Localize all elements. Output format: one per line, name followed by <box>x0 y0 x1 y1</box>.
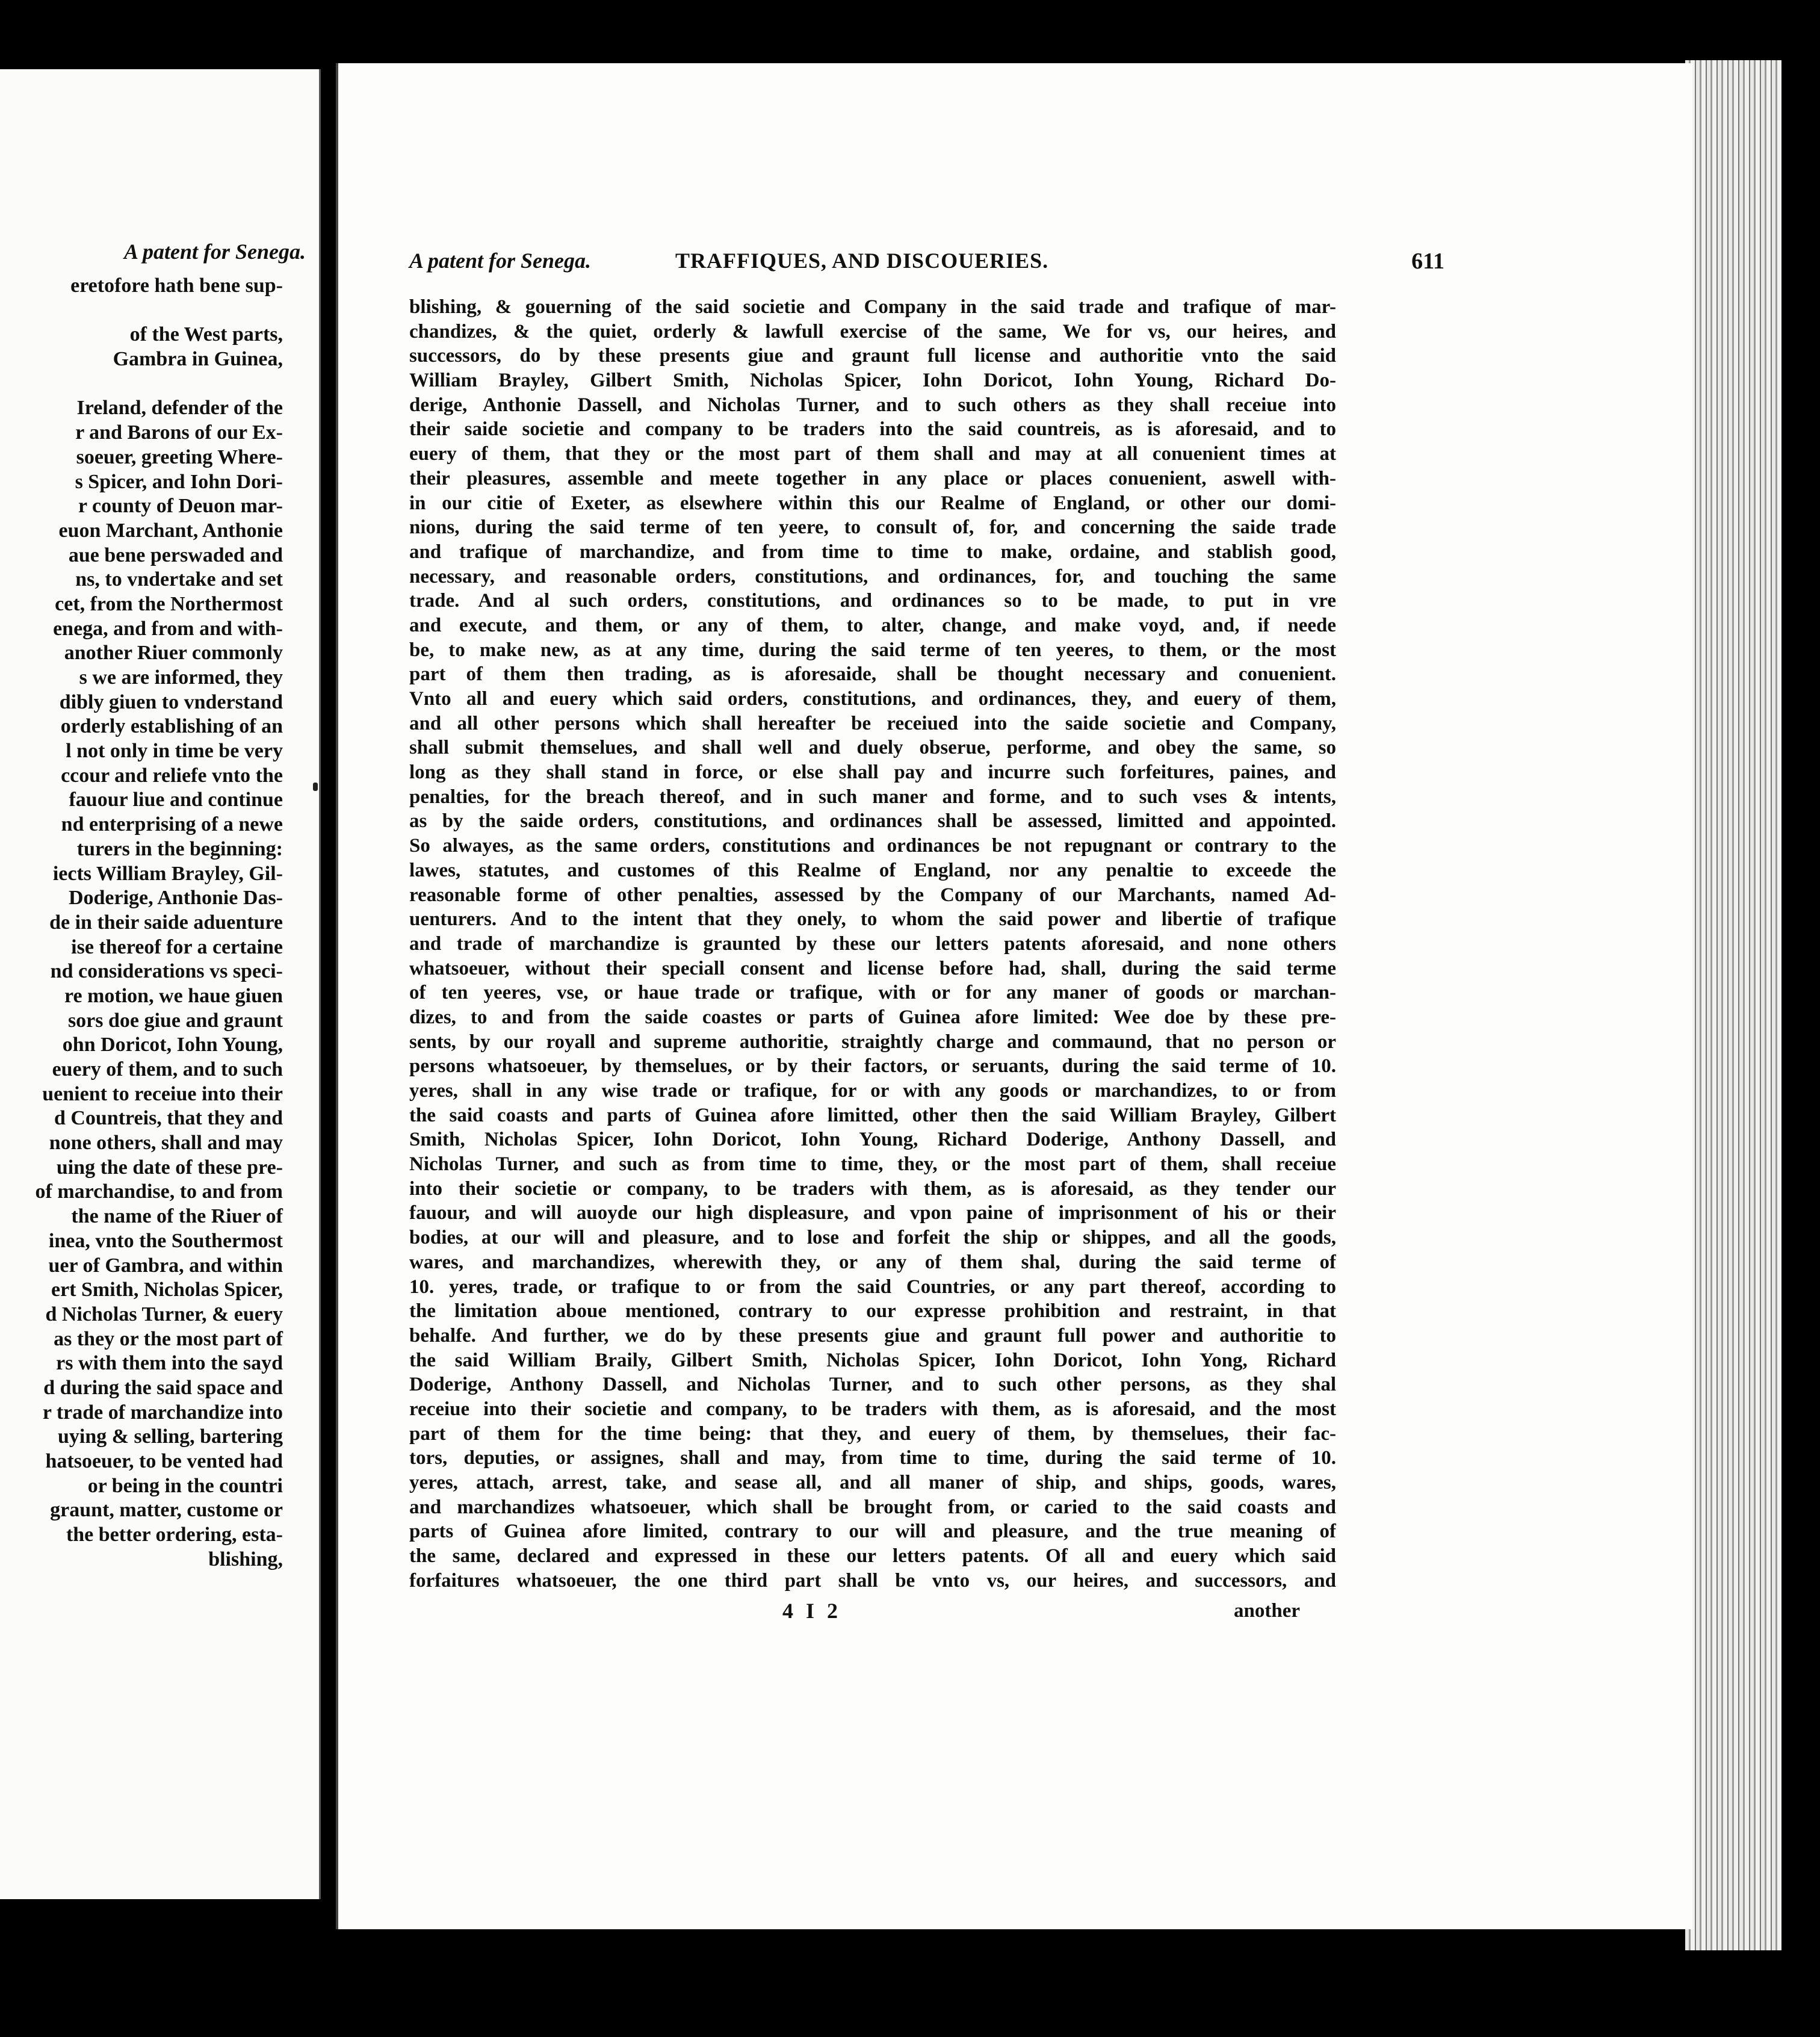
page-number: 611 <box>1411 249 1444 274</box>
left-text-line: d Nicholas Turner, & euery <box>45 1303 283 1325</box>
left-text-line: ccour and reliefe vnto the <box>61 764 283 787</box>
text-line: and execute, and them, or any of them, to alter, change, and make voyd, and, if neede <box>409 614 1336 636</box>
gutter-mark <box>313 783 318 791</box>
text-line: tors, deputies, or assignes, shall and may, from time to time, during the said terme of 10. <box>409 1447 1336 1469</box>
left-running-head: A patent for Senega. <box>123 240 306 264</box>
text-line: William Brayley, Gilbert Smith, Nicholas Spicer, Iohn Doricot, Iohn Young, Richard Do- <box>409 370 1336 392</box>
text-line: chandizes, & the quiet, orderly & lawfull exercise of the same, We for vs, our heires, and <box>409 320 1336 343</box>
left-text-line: the name of the Riuer of <box>71 1205 283 1228</box>
text-line: the said coasts and parts of Guinea afore limitted, other then the said William Brayley, Gilbert <box>409 1104 1336 1126</box>
left-text-line: s Spicer, and Iohn Dori- <box>75 470 283 493</box>
left-text-line: d Countreis, that they and <box>54 1107 283 1130</box>
left-text-line: r trade of marchandize into <box>42 1401 283 1424</box>
left-text-line: cet, from the Northermost <box>55 592 283 615</box>
text-line: uenturers. And to the intent that they onely, to whom the said power and libertie of trafique <box>409 908 1336 931</box>
text-line: reasonable forme of other penalties, assessed by the Company of our Marchants, named Ad- <box>409 884 1336 906</box>
left-text-line: uenient to receiue into their <box>42 1082 283 1105</box>
text-line: Doderige, Anthony Dassell, and Nicholas Turner, and to such other persons, as they shal <box>409 1374 1336 1396</box>
text-line: Vnto all and euery which said orders, constitutions, and ordinances, they, and euery of them, <box>409 688 1336 710</box>
text-line: their saide societie and company to be traders into the said countreis, as is aforesaid, and to <box>409 418 1336 441</box>
text-line: whatsoeuer, without their speciall consent and license before had, shall, during the said terme <box>409 957 1336 979</box>
text-line: So alwayes, as the same orders, constitutions and ordinances be not repugnant or contrary to the <box>409 835 1336 857</box>
left-text-line: ohn Doricot, Iohn Young, <box>62 1034 283 1056</box>
left-text-line: soeuer, greeting Where- <box>76 445 283 468</box>
left-text-line: uying & selling, bartering <box>57 1425 283 1448</box>
left-text-line: rs with them into the sayd <box>56 1352 283 1375</box>
text-line: be, to make new, as at any time, during the said terme of ten yeeres, to them, or the most <box>409 639 1336 661</box>
text-line: Smith, Nicholas Spicer, Iohn Doricot, Iohn Young, Richard Doderige, Anthony Dassell, and <box>409 1129 1336 1151</box>
text-line: and trade of marchandize is graunted by these our letters patents aforesaid, and none others <box>409 932 1336 955</box>
left-text-line: nd enterprising of a newe <box>61 813 283 836</box>
text-line: sents, by our royall and supreme authoritie, straightly charge and commaund, that no person or <box>409 1031 1336 1053</box>
text-line: as by the saide orders, constitutions, and ordinances shall be assessed, limitted and appointed. <box>409 810 1336 832</box>
text-line: derige, Anthonie Dassell, and Nicholas Turner, and to such others as they shall receiue into <box>409 394 1336 416</box>
left-text-line: euery of them, and to such <box>52 1058 283 1081</box>
text-line: blishing, & gouerning of the said societie and Company in the said trade and trafique of mar- <box>409 296 1336 318</box>
left-text-line <box>0 299 283 323</box>
left-text-line: euon Marchant, Anthonie <box>58 519 283 542</box>
left-text-line: turers in the beginning: <box>76 837 283 860</box>
text-line: parts of Guinea afore limited, contrary to our will and pleasure, and the true meaning of <box>409 1521 1336 1543</box>
text-line: bodies, at our will and pleasure, and to lose and forfeit the ship or shippes, and all the goods, <box>409 1227 1336 1249</box>
left-text-line: l not only in time be very <box>66 740 283 763</box>
text-line: part of them then trading, as is aforesaide, shall be thought necessary and conuenient. <box>409 663 1336 686</box>
left-text-line: ns, to vndertake and set <box>75 568 283 591</box>
text-line: lawes, statutes, and customes of this Realme of England, nor any penaltie to exceede the <box>409 859 1336 881</box>
left-text-line: orderly establishing of an <box>60 715 283 738</box>
text-line: Nicholas Turner, and such as from time to time, they, or the most part of them, shall receiue <box>409 1153 1336 1176</box>
running-head-title: TRAFFIQUES, AND DISCOUERIES. <box>675 249 1049 273</box>
left-text-line: r and Barons of our Ex- <box>75 421 283 444</box>
text-line: nions, during the said terme of ten yeere, to consult of, for, and concerning the saide trade <box>409 516 1336 539</box>
left-text-line: as they or the most part of <box>54 1327 283 1350</box>
text-line: persons whatsoeuer, by themselues, or by their factors, or seruants, during the said terme of 10. <box>409 1055 1336 1077</box>
left-text-line: nd considerations vs speci- <box>50 960 283 983</box>
text-line: euery of them, that they or the most part of them shall and may at all conuenient times at <box>409 443 1336 465</box>
text-line: shall submit themselues, and shall well and duely obserue, performe, and obey the same, so <box>409 737 1336 759</box>
left-text-line: eretofore hath bene sup- <box>70 274 283 297</box>
running-head <box>409 248 1444 278</box>
catchword: another <box>1234 1600 1300 1622</box>
text-line: part of them for the time being: that they, and euery of them, by themselues, their fac- <box>409 1422 1336 1445</box>
text-line: the same, declared and expressed in these our letters patents. Of all and euery which said <box>409 1545 1336 1567</box>
left-text-line <box>0 372 283 397</box>
text-line: and all other persons which shall hereafter be receiued into the saide societie and Company, <box>409 712 1336 734</box>
left-text-line: of the West parts, <box>129 323 283 346</box>
left-text-line: none others, shall and may <box>49 1132 283 1155</box>
left-text-line: iects William Brayley, Gil- <box>52 862 283 885</box>
signature-mark: 4 I 2 <box>782 1599 842 1623</box>
left-text-line: s we are informed, they <box>79 666 283 689</box>
left-text-line: uer of Gambra, and within <box>48 1254 283 1277</box>
left-text-line: d during the said space and <box>43 1376 283 1399</box>
left-page-text <box>0 274 283 1572</box>
left-text-line: Gambra in Guinea, <box>113 348 283 371</box>
text-line: behalfe. And further, we do by these presents giue and graunt full power and authoritie to <box>409 1324 1336 1347</box>
text-line: dizes, to and from the saide coastes or parts of Guinea afore limited: Wee doe by these pre- <box>409 1006 1336 1028</box>
left-text-line: enega, and from and with- <box>53 617 283 640</box>
text-line: trade. And al such orders, constitutions, and ordinances so to be made, to put in vre <box>409 590 1336 612</box>
left-text-line: aue bene perswaded and <box>68 544 283 566</box>
left-text-line: fauour liue and continue <box>69 789 283 811</box>
text-line: long as they shall stand in force, or else shall pay and incurre such forfeitures, paines, and <box>409 761 1336 784</box>
text-line: yeres, attach, arrest, take, and sease all, and all maner of ship, and ships, goods, wares, <box>409 1472 1336 1493</box>
text-line: in our citie of Exeter, as elsewhere within this our Realme of England, or other our domi- <box>409 492 1336 514</box>
left-text-line: sors doe giue and graunt <box>67 1009 283 1032</box>
left-text-line: another Riuer commonly <box>64 642 283 665</box>
text-line: penalties, for the breach thereof, and in such maner and forme, and to such vses & intents, <box>409 786 1336 808</box>
text-line: and marchandizes whatsoeuer, which shall be brought from, or caried to the said coasts and <box>409 1496 1336 1518</box>
left-text-line: uing the date of these pre- <box>56 1156 283 1179</box>
left-text-line: hatsoeuer, to be vented had <box>45 1450 283 1472</box>
text-line: yeres, shall in any wise trade or trafique, for or with any goods or marchandizes, to or from <box>409 1080 1336 1102</box>
left-text-line: re motion, we haue giuen <box>64 984 283 1007</box>
text-line: into their societie or company, to be traders with them, as is aforesaid, as they tender our <box>409 1177 1336 1200</box>
left-text-line: or being in the countri <box>87 1474 283 1497</box>
left-text-line: de in their saide aduenture <box>49 911 283 934</box>
left-text-line: of marchandise, to and from <box>35 1180 283 1203</box>
text-line: of ten yeeres, vse, or haue trade or trafique, with or for any maner of goods or marchan- <box>409 982 1336 1004</box>
text-line: successors, do by these presents giue and graunt full license and authoritie vnto the said <box>409 345 1336 367</box>
text-line: and trafique of marchandize, and from time to time to make, ordaine, and stablish good, <box>409 541 1336 563</box>
text-line: wares, and marchandizes, wherewith they, or any of them shal, during the said terme of <box>409 1251 1336 1273</box>
text-line: 10. yeres, trade, or trafique to or from the said Countries, or any part thereof, according to <box>409 1276 1336 1298</box>
left-text-line: Doderige, Anthonie Das- <box>68 887 283 910</box>
running-head-left: A patent for Senega. <box>409 249 592 273</box>
left-text-line: Ireland, defender of the <box>76 397 283 420</box>
text-line: their pleasures, assemble and meete together in any place or places conuenient, aswell with- <box>409 467 1336 489</box>
left-text-line: ise thereof for a certaine <box>71 935 283 958</box>
text-line: forfaitures whatsoeuer, the one third part shall be vnto vs, our heires, and successors, and <box>409 1569 1336 1592</box>
text-line: the limitation aboue mentioned, contrary to our expresse prohibition and restraint, in that <box>409 1300 1336 1322</box>
left-text-line: the better ordering, esta- <box>66 1524 283 1546</box>
text-line: the said William Braily, Gilbert Smith, Nicholas Spicer, Iohn Doricot, Iohn Yong, Richard <box>409 1349 1336 1371</box>
left-text-line: dibly giuen to vnderstand <box>59 690 283 713</box>
body-text <box>409 295 1336 1593</box>
left-text-line: blishing, <box>208 1548 283 1570</box>
text-line: receiue into their societie and company, to be traders with them, as is aforesaid, and the most <box>409 1398 1336 1420</box>
left-page <box>0 69 321 1899</box>
left-text-line: inea, vnto the Southermost <box>48 1229 283 1252</box>
left-text-line: ert Smith, Nicholas Spicer, <box>51 1279 283 1301</box>
left-text-line: graunt, matter, custome or <box>50 1499 283 1522</box>
page-edges <box>1685 60 1781 1950</box>
text-line: fauour, and will auoyde our high displeasure, and vpon paine of imprisonment of his or their <box>409 1202 1336 1224</box>
left-text-line: r county of Deuon mar- <box>78 495 283 518</box>
text-line: necessary, and reasonable orders, constitutions, and ordinances, for, and touching the same <box>409 565 1336 588</box>
